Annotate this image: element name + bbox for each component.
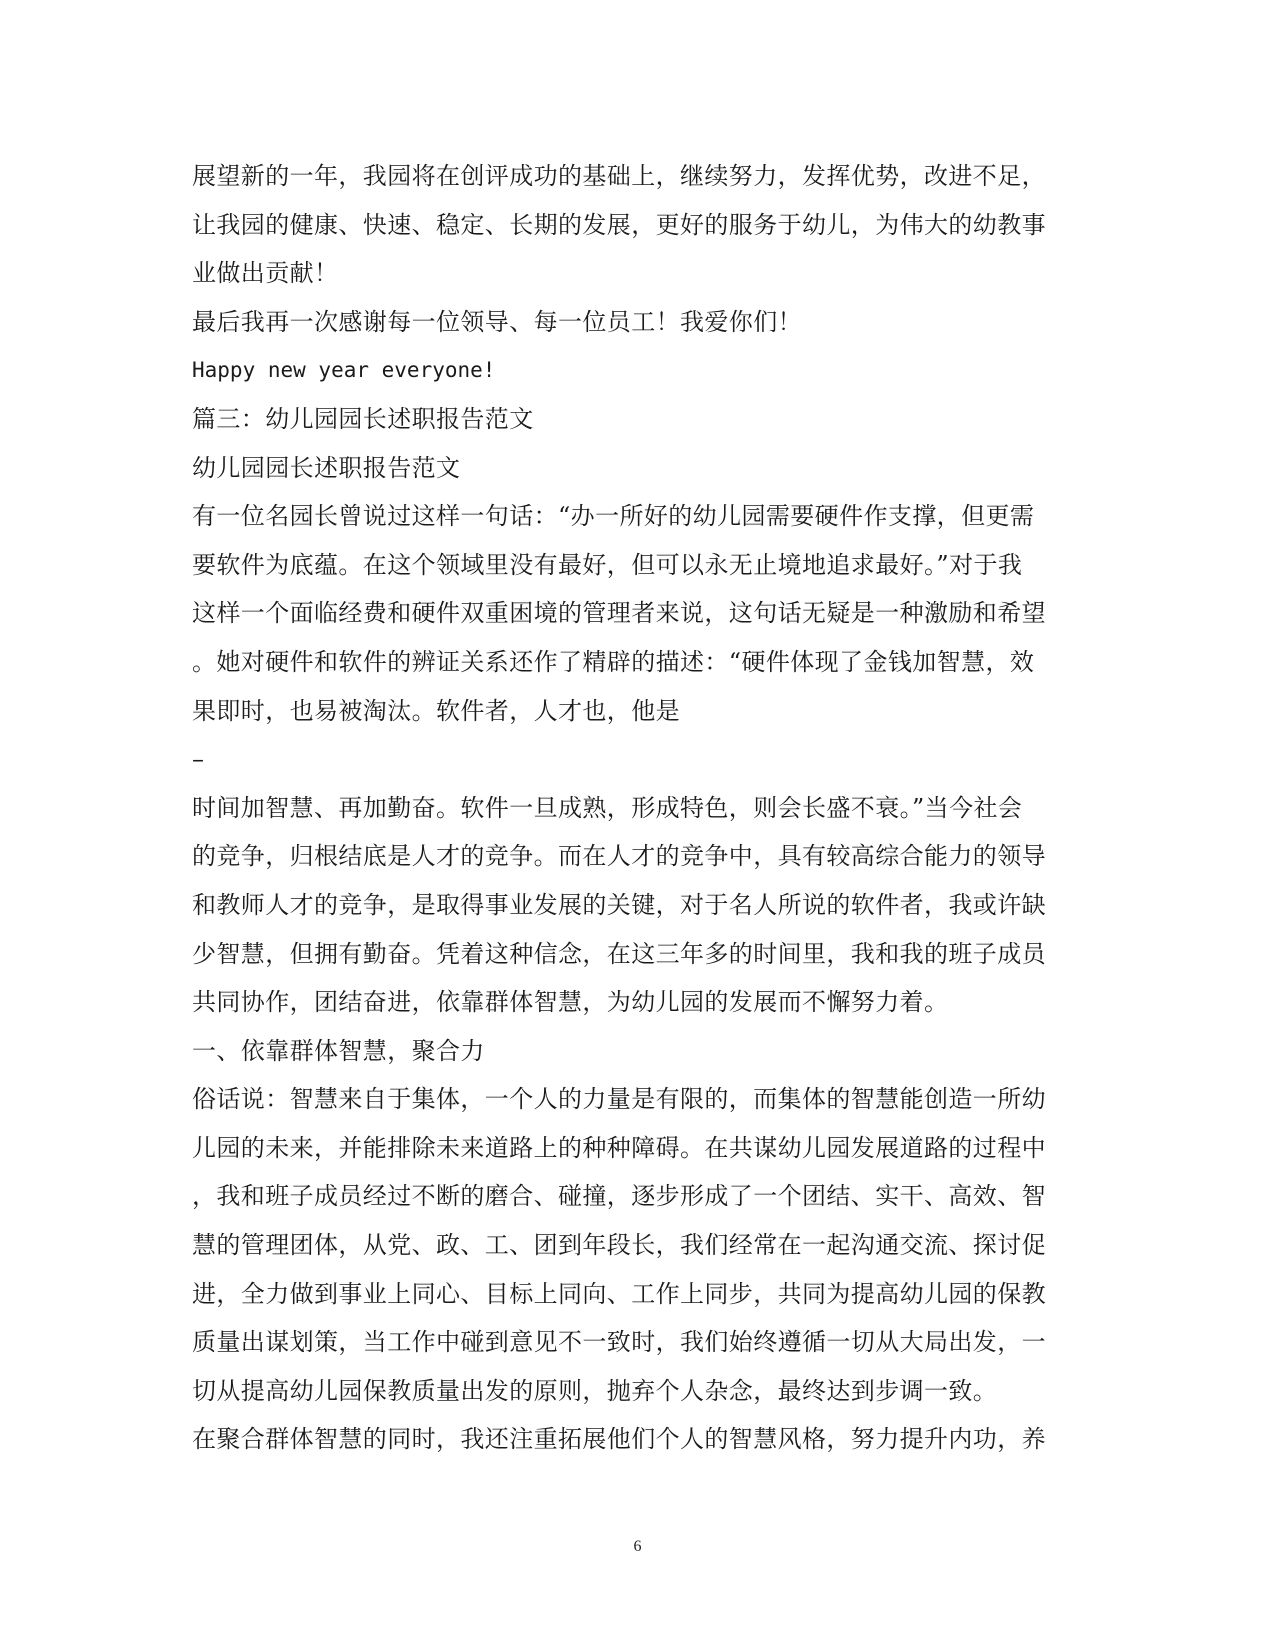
text-line: 有一位名园长曾说过这样一句话：“办一所好的幼儿园需要硬件作支撑，但更需 — [192, 502, 1035, 531]
text-line: 让我园的健康、快速、稳定、长期的发展，更好的服务于幼儿，为伟大的幼教事 — [192, 210, 1046, 239]
text-line: 这样一个面临经费和硬件双重困境的管理者来说，这句话无疑是一种激励和希望 — [192, 599, 1046, 628]
text-line: 在聚合群体智慧的同时，我还注重拓展他们个人的智慧风格，努力提升内功，养 — [192, 1425, 1046, 1454]
text-line: 共同协作，团结奋进，依靠群体智慧，为幼儿园的发展而不懈努力着。 — [192, 988, 949, 1017]
text-line: 儿园的未来，并能排除未来道路上的种种障碍。在共谋幼儿园发展道路的过程中 — [192, 1133, 1046, 1162]
section-heading: 一、依靠群体智慧，聚合力 — [192, 1036, 485, 1065]
text-line: 和教师人才的竞争，是取得事业发展的关键，对于名人所说的软件者，我或许缺 — [192, 890, 1046, 919]
text-line: 时间加智慧、再加勤奋。软件一旦成熟，形成特色，则会长盛不衰。”当今社会 — [192, 793, 1023, 822]
text-line: – — [192, 745, 205, 774]
text-line: 俗话说：智慧来自于集体，一个人的力量是有限的，而集体的智慧能创造一所幼 — [192, 1085, 1046, 1114]
text-line: 的竞争，归根结底是人才的竞争。而在人才的竞争中，具有较高综合能力的领导 — [192, 842, 1046, 871]
text-line: 要软件为底蕴。在这个领域里没有最好，但可以永无止境地追求最好。”对于我 — [192, 550, 1023, 579]
text-line: ，我和班子成员经过不断的磨合、碰撞，逐步形成了一个团结、实干、高效、智 — [192, 1182, 1046, 1211]
text-line: 展望新的一年，我园将在创评成功的基础上，继续努力，发挥优势，改进不足， — [192, 162, 1046, 190]
document-body — [192, 152, 1072, 1464]
text-line: 切从提高幼儿园保教质量出发的原则，抛弃个人杂念，最终达到步调一致。 — [192, 1376, 998, 1405]
text-line: 慧的管理团体，从党、政、工、团到年段长，我们经常在一起沟通交流、探讨促 — [192, 1231, 1046, 1260]
article-title: 幼儿园园长述职报告范文 — [192, 453, 461, 482]
text-line: 最后我再一次感谢每一位领导、每一位员工！我爱你们！ — [192, 307, 802, 336]
text-line: Happy new year everyone! — [192, 358, 496, 383]
section-heading: 篇三：幼儿园园长述职报告范文 — [192, 404, 534, 433]
text-line: 少智慧，但拥有勤奋。凭着这种信念，在这三年多的时间里，我和我的班子成员 — [192, 939, 1046, 968]
page-number: 6 — [633, 1538, 642, 1555]
text-line: 果即时，也易被淘汰。软件者，人才也，他是 — [192, 696, 680, 725]
text-line: 业做出贡献！ — [192, 259, 339, 288]
text-line: 质量出谋划策，当工作中碰到意见不一致时，我们始终遵循一切从大局出发，一 — [192, 1328, 1046, 1357]
text-line: 。她对硬件和软件的辨证关系还作了精辟的描述：“硬件体现了金钱加智慧，效 — [192, 647, 1035, 676]
text-line: 进，全力做到事业上同心、目标上同向、工作上同步，共同为提高幼儿园的保教 — [192, 1279, 1046, 1308]
